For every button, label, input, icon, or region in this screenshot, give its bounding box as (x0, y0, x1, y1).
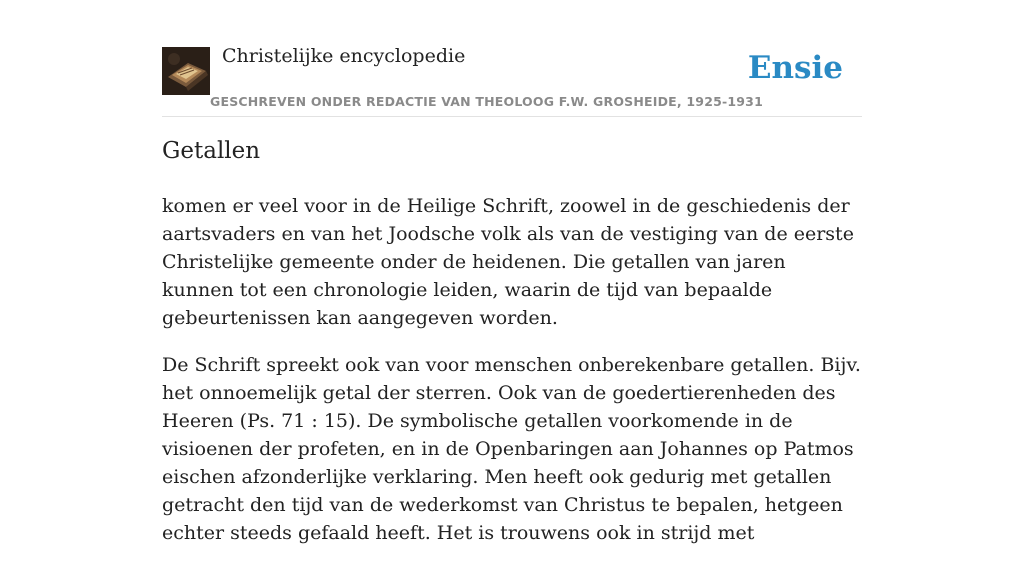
site-subtitle: GESCHREVEN ONDER REDACTIE VAN THEOLOOG F.W. GROSHEIDE, 1925-1931 (210, 94, 763, 109)
article-paragraph: komen er veel voor in de Heilige Schrift, zoowel in de geschiedenis der aartsvaders en van het Joodsche volk als van de vestiging van de eerste Christelijke gemeente onder de heidenen. Die getallen van jaren kunnen tot een chronologie leiden, waarin de tijd van bepaalde gebeurtenissen kan aangegeven worden. (162, 195, 854, 329)
brand-logo-link[interactable]: Ensie (747, 50, 843, 86)
header (162, 0, 862, 117)
article-body (162, 192, 862, 566)
article-paragraph: De Schrift spreekt ook van voor menschen onberekenbare getallen. Bijv. het onnoemelijk getal der sterren. Ook van de goedertierenheden des Heeren (Ps. 71 : 15). De symbolische getallen voorkomende in de visioenen der profeten, en in de Openbaringen aan Johannes op Patmos eischen afzonderlijke verklaring. Men heeft ook gedurig met getallen getracht den tijd van de wederkomst van Christus te bepalen, hetgeen echter steeds gefaald heeft. Het is trouwens ook in strijd met (162, 354, 861, 544)
page (162, 0, 862, 544)
article-title: Getallen (162, 138, 261, 164)
book-photo-icon[interactable] (162, 47, 210, 95)
site-title[interactable]: Christelijke encyclopedie (222, 45, 466, 67)
